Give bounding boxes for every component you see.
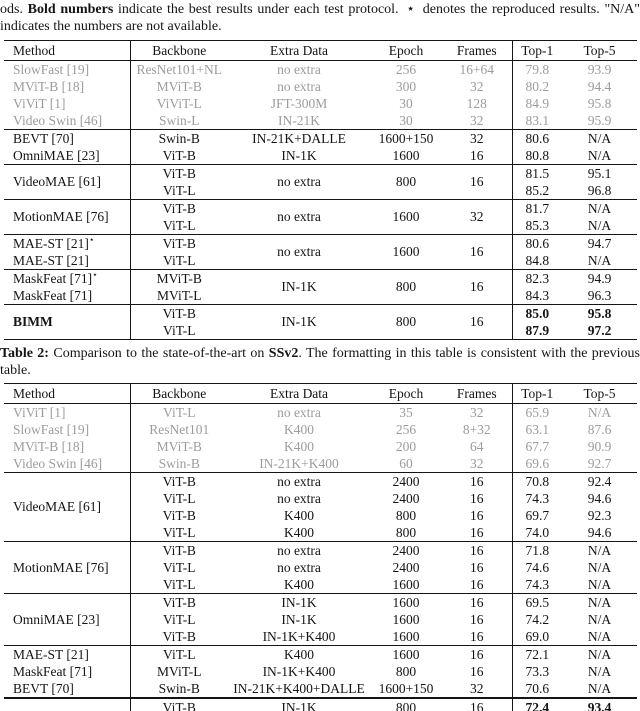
- table-cell: 32: [470, 112, 484, 128]
- table-cell: Swin-B: [130, 130, 228, 148]
- column-header: Backbone: [152, 42, 207, 58]
- table-cell: IN-1K+K400: [262, 663, 336, 679]
- column-header: Top-1: [512, 41, 562, 61]
- table-cell: 1600: [370, 235, 442, 270]
- table-cell: 1600+150: [370, 130, 442, 148]
- table-cell: MaskFeat [71]: [4, 287, 130, 305]
- table-cell: 94.6: [587, 524, 612, 540]
- table-cell: 200: [395, 438, 417, 454]
- caption-part1: Comparison to the state-of-the-art on: [48, 346, 269, 361]
- table-cell: 1600: [392, 576, 420, 592]
- table-cell: K400: [284, 438, 314, 454]
- table-cell: 94.4: [587, 78, 612, 94]
- table-cell: 32: [470, 680, 484, 696]
- table-cell: 84.8: [512, 252, 562, 270]
- table-cell: 1600: [370, 200, 442, 235]
- table-cell: 84.9: [512, 95, 562, 112]
- table-cell: 16: [442, 646, 512, 664]
- table-cell: ViT-L: [163, 217, 196, 233]
- table-cell: ViT-B: [130, 594, 228, 612]
- table-cell: 70.6: [512, 680, 562, 698]
- table-cell: ViT-L: [163, 559, 196, 575]
- table-cell: MViT-L: [157, 663, 202, 679]
- table-cell: N/A: [587, 147, 612, 163]
- table-cell: 16: [470, 628, 484, 644]
- table-cell: 800: [370, 698, 442, 711]
- table-cell: 80.2: [512, 78, 562, 95]
- column-header: Method: [4, 384, 130, 404]
- table-cell: K400: [228, 646, 370, 664]
- table-cell: IN-1K: [281, 147, 317, 163]
- table-cell: ViT-B: [130, 235, 228, 253]
- table-cell: 16: [442, 473, 512, 491]
- table-cell: IN-1K: [228, 305, 370, 340]
- table-cell: ViT-L: [163, 182, 196, 198]
- table-cell: VideoMAE [61]: [4, 473, 130, 542]
- table-cell: 65.9: [512, 404, 562, 422]
- table-cell: 1600: [392, 611, 420, 627]
- table-cell: MViT-B: [156, 438, 202, 454]
- intro-bold-numbers: Bold numbers: [27, 2, 114, 17]
- table-cell: 1600+150: [378, 680, 434, 696]
- column-header: Top-1: [512, 384, 562, 404]
- table-cell: ViT-L: [163, 490, 196, 506]
- table-row: [4, 78, 637, 95]
- table-cell: N/A: [587, 576, 612, 592]
- table-cell: no extra: [228, 473, 370, 491]
- table-cell: 2400: [392, 490, 420, 506]
- table-cell: 128: [466, 95, 487, 111]
- table-cell: 16: [470, 559, 484, 575]
- table-cell: ResNet101: [149, 421, 210, 437]
- table-row: [4, 130, 637, 148]
- table-cell: 94.7: [562, 235, 637, 253]
- table-cell: 96.8: [587, 182, 612, 198]
- table-cell: 72.1: [512, 646, 562, 664]
- table-cell: ViT-L: [130, 646, 228, 664]
- table-cell: 74.2: [512, 611, 562, 628]
- table-cell: [4, 698, 130, 711]
- table-cell: 92.7: [587, 455, 612, 471]
- table-cell: 60: [399, 455, 413, 471]
- table-header-row: [4, 41, 637, 61]
- table-cell: ResNet101+NL: [136, 61, 223, 77]
- table-cell: MViT-B [18]: [4, 78, 130, 95]
- table-cell: N/A: [562, 646, 637, 664]
- table-cell: 92.3: [587, 507, 612, 523]
- table-cell: IN-1K: [228, 698, 370, 711]
- table-cell: 1600: [392, 628, 420, 644]
- table-row: [4, 235, 637, 253]
- table-cell: N/A: [562, 130, 637, 148]
- table-cell: JFT-300M: [270, 95, 328, 111]
- table-cell: MAE-ST [21]: [4, 646, 130, 664]
- table-cell: 82.3: [512, 270, 562, 288]
- table-cell: MViT-B [18]: [4, 438, 130, 455]
- table-row: [4, 112, 637, 130]
- column-header: Top-5: [583, 42, 616, 58]
- table-cell: 94.6: [587, 490, 612, 506]
- table-row: [4, 542, 637, 560]
- table-cell: 800: [370, 165, 442, 200]
- table-cell: N/A: [562, 200, 637, 218]
- table-cell: 32: [442, 130, 512, 148]
- table-cell: MViT-B: [130, 270, 228, 288]
- column-header: Top-5: [583, 385, 616, 401]
- table-cell: 300: [395, 78, 417, 94]
- table-cell: 32: [442, 200, 512, 235]
- table-cell: 71.8: [512, 542, 562, 560]
- table-cell: N/A: [587, 611, 612, 627]
- intro-part1: ods.: [0, 2, 28, 17]
- table-cell: SlowFast [19]: [4, 61, 130, 79]
- table-cell: MViT-B: [156, 78, 202, 94]
- table-cell: 79.8: [512, 61, 562, 79]
- table-cell: 97.2: [587, 322, 612, 338]
- table-cell: ViT-B: [130, 305, 228, 323]
- table-cell: MotionMAE [76]: [4, 542, 130, 594]
- caption-label: Table 2:: [0, 346, 49, 361]
- table-cell: ViT-B: [130, 542, 228, 560]
- table-cell: IN-1K: [228, 594, 370, 612]
- table-cell: 1600: [370, 594, 442, 612]
- table-cell: 90.9: [587, 438, 612, 454]
- table-cell: ViViT-L: [156, 95, 202, 111]
- table-cell: N/A: [587, 404, 612, 420]
- table-cell: 30: [399, 112, 413, 128]
- table-cell: no extra: [277, 61, 321, 77]
- table-header-row: [4, 384, 637, 404]
- table-cell: ViT-L: [163, 576, 196, 592]
- table-cell: MViT-L: [157, 287, 202, 303]
- table-row: [4, 147, 637, 165]
- table-cell: 35: [399, 404, 413, 420]
- table-cell: MaskFeat [71]⋆: [4, 270, 130, 288]
- column-header: Method: [4, 41, 130, 61]
- table-cell: IN-21K: [278, 112, 320, 128]
- table-cell: 93.4: [562, 698, 637, 711]
- column-header: Frames: [456, 42, 497, 58]
- table-cell: 67.7: [512, 438, 562, 455]
- table-cell: ViT-B: [130, 165, 228, 183]
- table-cell: 16: [470, 524, 484, 540]
- table-row: [4, 270, 637, 288]
- table-row: [4, 95, 637, 112]
- table-cell: MaskFeat [71]: [4, 663, 130, 680]
- table-cell: 92.4: [562, 473, 637, 491]
- table-cell: 94.9: [562, 270, 637, 288]
- table-cell: 30: [399, 95, 413, 111]
- table-cell: 16: [442, 698, 512, 711]
- table-cell: N/A: [587, 680, 612, 696]
- star-symbol: ⋆: [406, 2, 416, 17]
- table-cell: 16+64: [459, 61, 495, 77]
- table-cell: ViT-L: [163, 524, 196, 540]
- table-cell: 256: [395, 61, 417, 77]
- table-cell: N/A: [587, 559, 612, 575]
- table-cell: 16: [470, 490, 484, 506]
- table-row: [4, 421, 637, 438]
- caption-part2: . The formatting in this table is consistent with the previous table.: [0, 346, 640, 378]
- table-cell: 69.0: [512, 628, 562, 646]
- table-cell: ViT-L: [163, 611, 196, 627]
- table-cell: MAE-ST [21]⋆: [4, 235, 130, 253]
- table-cell: 16: [470, 611, 484, 627]
- table-cell: K400: [284, 507, 314, 523]
- table-row: [4, 61, 637, 79]
- table-cell: BEVT [70]: [4, 680, 130, 698]
- table-cell: 1600: [370, 646, 442, 664]
- table-cell: MAE-ST [21]: [4, 252, 130, 270]
- table-row: [4, 680, 637, 698]
- table-cell: OmniMAE [23]: [4, 594, 130, 646]
- table-cell: ViT-L: [163, 404, 196, 420]
- table-cell: 256: [395, 421, 417, 437]
- table-cell: no extra: [228, 200, 370, 235]
- table-cell: 800: [395, 524, 417, 540]
- table-row: [4, 663, 637, 680]
- table-cell: ViT-B: [130, 473, 228, 491]
- table2-caption: [0, 345, 640, 379]
- table-cell: MotionMAE [76]: [4, 200, 130, 235]
- table-cell: 81.7: [512, 200, 562, 218]
- table-row: [4, 594, 637, 612]
- table-cell: 16: [470, 507, 484, 523]
- table-cell: 1600: [392, 147, 420, 163]
- table-cell: 16: [442, 305, 512, 340]
- table-cell: 95.1: [562, 165, 637, 183]
- table-cell: 85.0: [512, 305, 562, 323]
- table-cell: 800: [370, 305, 442, 340]
- table-cell: ViT-B: [130, 200, 228, 218]
- table-cell: OmniMAE [23]: [4, 147, 130, 165]
- table-cell: 16: [442, 542, 512, 560]
- table-cell: 32: [470, 404, 484, 420]
- table-cell: 80.8: [512, 147, 562, 165]
- column-header: Epoch: [388, 42, 424, 58]
- table-cell: 2400: [370, 542, 442, 560]
- table-cell: ViT-B: [162, 507, 196, 523]
- table-row: [4, 455, 637, 473]
- table-cell: 74.3: [512, 576, 562, 594]
- table-cell: no extra: [277, 490, 321, 506]
- table-cell: 95.9: [587, 112, 612, 128]
- table-cell: 84.3: [512, 287, 562, 305]
- table-cell: 16: [470, 576, 484, 592]
- table-cell: IN-1K+K400: [262, 628, 336, 644]
- table-row: [4, 646, 637, 664]
- table-cell: 72.4: [512, 698, 562, 711]
- table-cell: Swin-B: [158, 680, 200, 696]
- table-cell: 95.8: [587, 95, 612, 111]
- table-cell: IN-1K: [281, 611, 317, 627]
- table-cell: N/A: [587, 252, 612, 268]
- table-cell: 69.7: [512, 507, 562, 524]
- table-cell: N/A: [562, 542, 637, 560]
- table-cell: IN-21K+DALLE: [228, 130, 370, 148]
- table-cell: 69.6: [512, 455, 562, 473]
- table-row: [4, 165, 637, 183]
- table-cell: Swin-B: [158, 455, 200, 471]
- table-row: [4, 200, 637, 218]
- table-cell: ViViT [1]: [4, 404, 130, 422]
- kinetics-results-table: [4, 40, 637, 340]
- table-cell: Swin-L: [159, 112, 200, 128]
- intro-part2: indicate the best results under each test protocol.: [113, 2, 404, 17]
- table-cell: K400: [284, 576, 314, 592]
- table-cell: N/A: [562, 594, 637, 612]
- table-cell: no extra: [228, 235, 370, 270]
- table-cell: ViT-L: [163, 252, 196, 268]
- intro-part3: denotes the reproduced results. "N/A" indicates the numbers are not available.: [0, 2, 640, 34]
- table-cell: K400: [284, 421, 314, 437]
- table-cell: 96.3: [587, 287, 612, 303]
- column-header: Frames: [456, 385, 497, 401]
- table-cell: ViT-B: [162, 628, 196, 644]
- column-header: Extra Data: [269, 42, 329, 58]
- table-cell: 80.6: [512, 130, 562, 148]
- table-row: [4, 305, 637, 323]
- table-cell: 2400: [392, 559, 420, 575]
- table-cell: 85.3: [512, 217, 562, 235]
- table-cell: 83.1: [512, 112, 562, 130]
- table-cell: Video Swin [46]: [4, 455, 130, 473]
- table-cell: 16: [442, 594, 512, 612]
- table-cell: 74.6: [512, 559, 562, 576]
- table-row: [4, 404, 637, 422]
- table-cell: IN-21K+K400+DALLE: [233, 680, 365, 696]
- table-cell: no extra: [277, 78, 321, 94]
- table-cell: 2400: [370, 473, 442, 491]
- table-cell: BEVT [70]: [4, 130, 130, 148]
- table-cell: SlowFast [19]: [4, 421, 130, 438]
- table-cell: 73.3: [512, 663, 562, 680]
- table-cell: 800: [370, 270, 442, 305]
- table-cell: 81.5: [512, 165, 562, 183]
- table-cell: IN-1K: [228, 270, 370, 305]
- table-cell: IN-21K+K400: [259, 455, 339, 471]
- intro-text: [0, 1, 640, 35]
- column-header: Backbone: [152, 385, 207, 401]
- table-row: [4, 473, 637, 491]
- table-cell: no extra: [277, 559, 321, 575]
- table-cell: ViT-B: [162, 147, 196, 163]
- table-cell: 32: [470, 455, 484, 471]
- table-cell: VideoMAE [61]: [4, 165, 130, 200]
- table-cell: 74.3: [512, 490, 562, 507]
- table-cell: no extra: [228, 542, 370, 560]
- table-cell: 85.2: [512, 182, 562, 200]
- table-cell: 64: [470, 438, 484, 454]
- table-cell: 69.5: [512, 594, 562, 612]
- table-cell: 16: [470, 663, 484, 679]
- table-cell: 16: [442, 165, 512, 200]
- table-cell: 87.6: [587, 421, 612, 437]
- table-cell: 95.8: [562, 305, 637, 323]
- table-row: [4, 698, 637, 711]
- table-cell: 16: [442, 235, 512, 270]
- column-header: Extra Data: [269, 385, 329, 401]
- ssv2-results-table: [4, 383, 637, 711]
- table-cell: 800: [395, 507, 417, 523]
- table-cell: K400: [284, 524, 314, 540]
- table-cell: 800: [395, 663, 417, 679]
- table-cell: BIMM: [4, 305, 130, 340]
- table-cell: ViViT [1]: [4, 95, 130, 112]
- table-cell: Video Swin [46]: [4, 112, 130, 130]
- table-cell: N/A: [587, 663, 612, 679]
- table-cell: 32: [470, 78, 484, 94]
- caption-dataset-name: SSv2: [268, 346, 299, 361]
- table-cell: ViT-B: [130, 698, 228, 711]
- table-row: [4, 438, 637, 455]
- table-cell: 87.9: [512, 322, 562, 340]
- table-cell: 80.6: [512, 235, 562, 253]
- table-cell: 74.0: [512, 524, 562, 542]
- table-cell: 16: [470, 147, 484, 163]
- table-cell: ViT-L: [163, 322, 196, 338]
- column-header: Epoch: [388, 385, 424, 401]
- table-cell: N/A: [587, 628, 612, 644]
- table-cell: 93.9: [587, 61, 612, 77]
- table-cell: N/A: [587, 217, 612, 233]
- table-cell: 63.1: [512, 421, 562, 438]
- table-cell: 70.8: [512, 473, 562, 491]
- table-cell: 8+32: [462, 421, 491, 437]
- table-cell: 16: [442, 270, 512, 305]
- table-cell: no extra: [228, 165, 370, 200]
- table-cell: no extra: [277, 404, 321, 420]
